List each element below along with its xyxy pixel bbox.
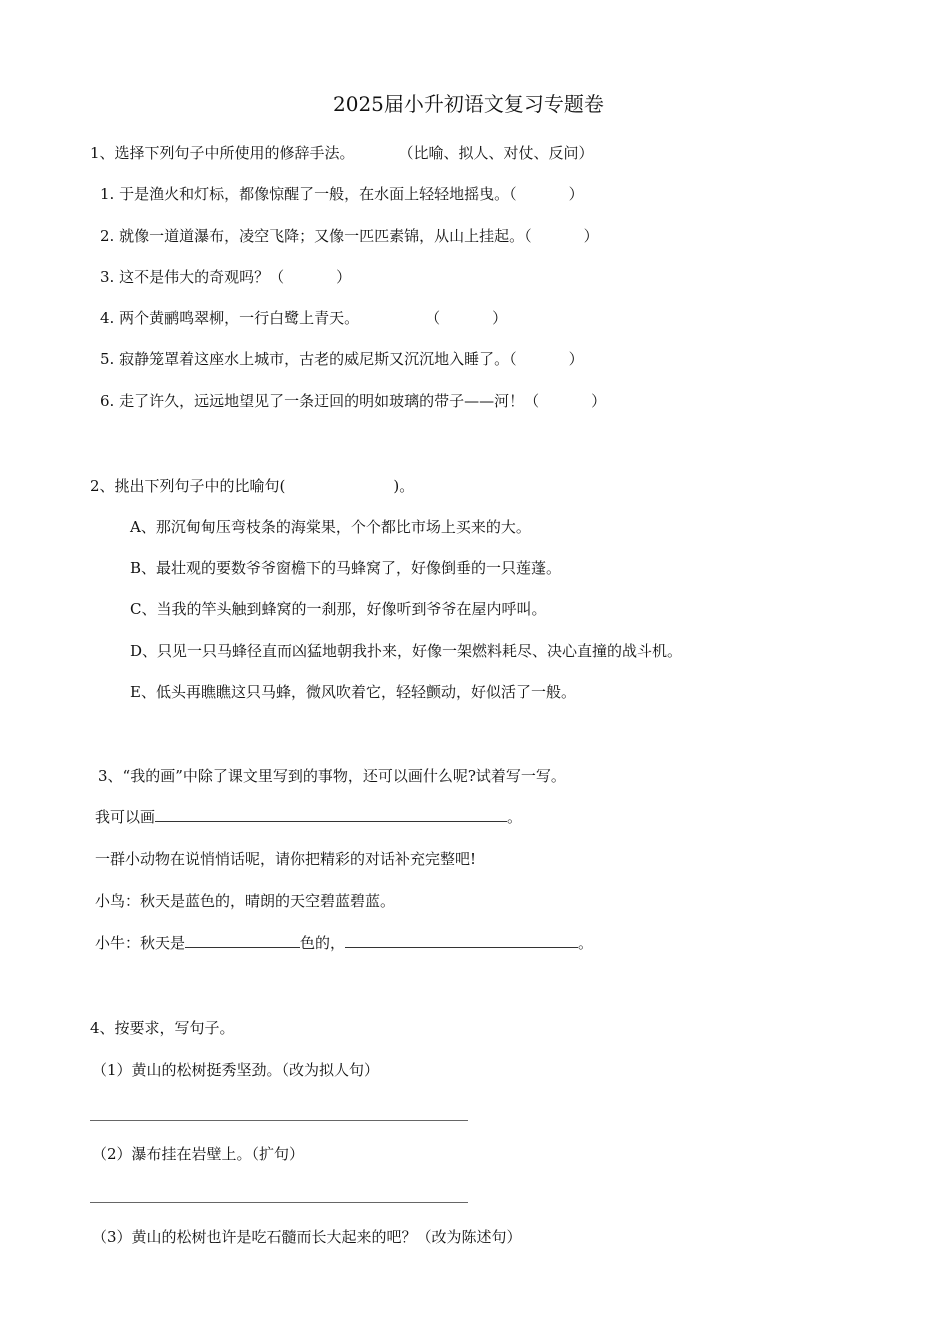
q1-options: （比喻、拟人、对仗、反问） <box>398 144 594 162</box>
q1-heading-text: 1、选择下列句子中所使用的修辞手法。 <box>90 144 355 162</box>
q2-choice-b: B、最壮观的要数爷爷窗檐下的马蜂窝了，好像倒垂的一只莲蓬。 <box>130 559 562 577</box>
q2-choice-e: E、低头再瞧瞧这只马蜂，微风吹着它，轻轻颤动，好似活了一般。 <box>130 683 576 701</box>
item-text: 就像一道道瀑布，凌空飞降；又像一匹匹素锦，从山上挂起。 <box>119 227 525 245</box>
answer-paren-close: ） <box>568 185 584 203</box>
q3-cow-line <box>95 933 593 953</box>
answer-paren-open: （ <box>509 350 517 368</box>
q1-item-3 <box>100 267 351 287</box>
answer-paren-open: （ <box>524 392 540 410</box>
answer-paren-close: ） <box>583 227 599 245</box>
period: 。 <box>578 934 594 952</box>
answer-paren-close: ） <box>336 268 352 286</box>
q2-choice-a: A、那沉甸甸压弯枝条的海棠果，个个都比市场上买来的大。 <box>130 518 531 536</box>
answer-paren-close: ） <box>591 392 607 410</box>
answer-paren-open: （ <box>509 185 517 203</box>
item-text: 两个黄鹂鸣翠柳，一行白鹭上青天。 <box>119 309 360 327</box>
item-text: 寂静笼罩着这座水上城市，古老的威尼斯又沉沉地入睡了。 <box>119 350 510 368</box>
q2-choice-d: D、只见一只马蜂径直而凶猛地朝我扑来，好像一架燃料耗尽、决心直撞的战斗机。 <box>130 642 683 660</box>
answer-line-2[interactable] <box>90 1202 468 1203</box>
answer-paren-close: ） <box>492 309 508 327</box>
draw-answer-blank[interactable] <box>155 807 507 822</box>
item-number: 3. <box>100 268 115 286</box>
q1-item-1 <box>100 184 584 204</box>
answer-paren-open: （ <box>269 268 285 286</box>
q1-item-4 <box>100 308 507 328</box>
q1-item-5 <box>100 349 584 369</box>
q1-heading <box>90 143 594 163</box>
answer-line-1[interactable] <box>90 1120 468 1121</box>
q4-item-2: （2）瀑布挂在岩壁上。（扩句） <box>92 1145 305 1163</box>
q3-dialog-intro: 一群小动物在说悄悄话呢，请你把精彩的对话补充完整吧! <box>95 850 477 868</box>
q4-item-3: （3）黄山的松树也许是吃石髓而长大起来的吧？（改为陈述句） <box>92 1228 522 1246</box>
q3-heading: 3、“我的画”中除了课文里写到的事物，还可以画什么呢?试着写一写。 <box>98 767 566 785</box>
item-text: 这不是伟大的奇观吗？ <box>119 268 270 286</box>
draw-prefix: 我可以画 <box>95 808 156 826</box>
cow-prefix: 小牛：秋天是 <box>95 934 186 952</box>
q4-item-1: （1）黄山的松树挺秀坚劲。（改为拟人句） <box>92 1061 380 1079</box>
q1-item-2 <box>100 226 599 246</box>
sentence-answer-blank[interactable] <box>345 933 578 948</box>
answer-paren-close: ） <box>568 350 584 368</box>
item-number: 1. <box>100 185 115 203</box>
q2-heading <box>90 476 414 496</box>
item-number: 4. <box>100 309 115 327</box>
page-title: 2025届小升初语文复习专题卷 <box>333 92 604 116</box>
q3-draw-line <box>95 807 522 827</box>
q3-bird-line: 小鸟：秋天是蓝色的，晴朗的天空碧蓝碧蓝。 <box>95 892 396 910</box>
q2-heading-end: )。 <box>393 477 415 495</box>
period: 。 <box>507 808 523 826</box>
q2-heading-text: 2、挑出下列句子中的比喻句( <box>90 477 286 495</box>
answer-paren-open: （ <box>425 309 441 327</box>
q1-item-6 <box>100 391 606 411</box>
answer-paren-open: （ <box>524 227 532 245</box>
q4-heading: 4、按要求，写句子。 <box>90 1019 235 1037</box>
q2-choice-c: C、当我的竿头触到蜂窝的一刹那，好像听到爷爷在屋内呼叫。 <box>130 600 547 618</box>
item-text: 走了许久，远远地望见了一条迂回的明如玻璃的带子——河！ <box>119 392 525 410</box>
item-text: 于是渔火和灯标，都像惊醒了一般，在水面上轻轻地摇曳。 <box>119 185 510 203</box>
item-number: 5. <box>100 350 115 368</box>
cow-mid: 色的， <box>300 934 346 952</box>
color-answer-blank[interactable] <box>185 933 300 948</box>
item-number: 2. <box>100 227 115 245</box>
item-number: 6. <box>100 392 115 410</box>
